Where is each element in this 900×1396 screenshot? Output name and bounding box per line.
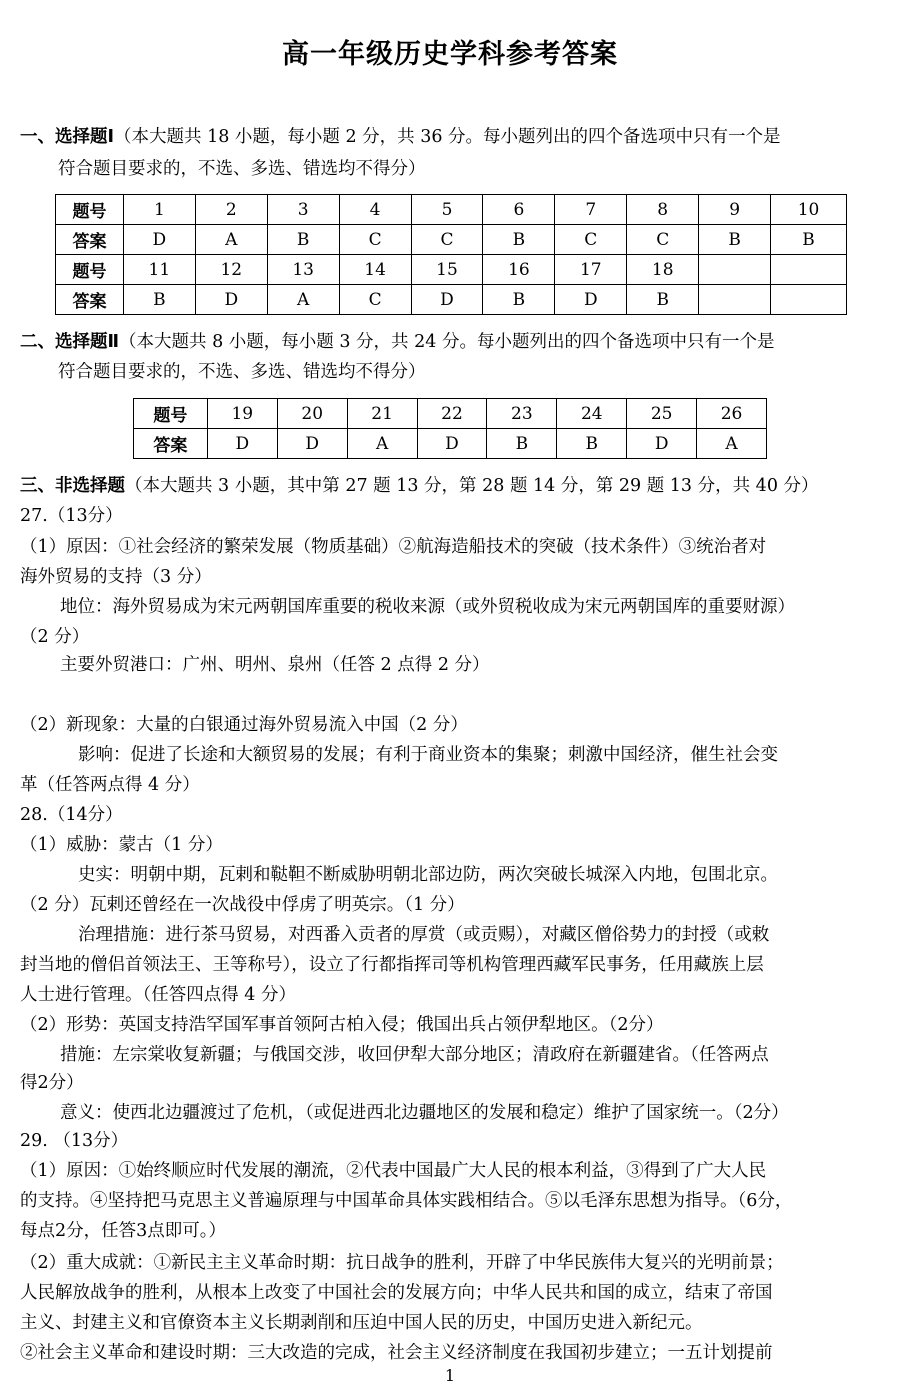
answer-label: 答案 xyxy=(56,285,124,315)
answer-cell: C xyxy=(339,225,411,255)
answer-cell: D xyxy=(627,429,697,459)
question-number: 12 xyxy=(195,255,267,285)
answer-line: 人士进行管理。（任答四点得 4 分） xyxy=(20,985,297,1005)
question-label: 题号 xyxy=(56,255,124,285)
question-number: 19 xyxy=(207,399,277,429)
answer-cell: A xyxy=(347,429,417,459)
question-label: 题号 xyxy=(134,399,208,429)
answer-line: 意义：使西北边疆渡过了危机，（或促进西北边疆地区的发展和稳定）维护了国家统一。（2分） xyxy=(60,1103,789,1123)
answer-cell: B xyxy=(627,285,699,315)
answer-label: 答案 xyxy=(134,429,208,459)
question-number: 26 xyxy=(697,399,767,429)
answer-cell: B xyxy=(771,225,847,255)
answer-cell: C xyxy=(411,225,483,255)
question-label: 题号 xyxy=(56,195,124,225)
question-number: 7 xyxy=(555,195,627,225)
question-number: 11 xyxy=(123,255,195,285)
answer-label: 答案 xyxy=(56,225,124,255)
answer-line: 海外贸易的支持（3 分） xyxy=(20,567,212,587)
answer-cell: B xyxy=(483,285,555,315)
answer-line: 主要外贸港口：广州、明州、泉州（任答 2 点得 2 分） xyxy=(60,655,490,675)
empty-cell xyxy=(771,255,847,285)
answer-line: 主义、封建主义和官僚资本主义长期剥削和压迫中国人民的历史，中国历史进入新纪元。 xyxy=(20,1313,703,1333)
answer-line: 措施：左宗棠收复新疆；与俄国交涉，收回伊犁大部分地区；清政府在新疆建省。（任答两点 xyxy=(60,1045,769,1065)
question-number: 22 xyxy=(417,399,487,429)
table-row xyxy=(134,399,767,429)
answer-line: （2 分） xyxy=(20,627,90,647)
answer-cell: B xyxy=(123,285,195,315)
section1-answer-table xyxy=(55,194,847,315)
question-29-heading: 29. （13分） xyxy=(20,1131,129,1151)
answer-cell: D xyxy=(207,429,277,459)
question-number: 18 xyxy=(627,255,699,285)
section1-desc2: 符合题目要求的，不选、多选、错选均不得分） xyxy=(58,159,426,179)
question-number: 24 xyxy=(557,399,627,429)
answer-line: （1）威胁：蒙古（1 分） xyxy=(20,835,223,855)
section2-desc2: 符合题目要求的，不选、多选、错选均不得分） xyxy=(58,362,426,382)
empty-cell xyxy=(699,285,771,315)
answer-line: 革（任答两点得 4 分） xyxy=(20,775,200,795)
answer-line: ②社会主义革命和建设时期：三大改造的完成，社会主义经济制度在我国初步建立；一五计划提前 xyxy=(20,1343,773,1363)
answer-line: （2 分）瓦剌还曾经在一次战役中俘虏了明英宗。（1 分） xyxy=(20,895,465,915)
section2-answer-table xyxy=(133,398,767,459)
answer-cell: D xyxy=(277,429,347,459)
empty-cell xyxy=(771,285,847,315)
answer-line: 封当地的僧侣首领法王、王等称号），设立了行都指挥司等机构管理西藏军民事务，任用藏族上层 xyxy=(20,955,764,975)
section2-head: 二、选择题Ⅱ xyxy=(20,332,120,352)
question-number: 13 xyxy=(267,255,339,285)
question-number: 2 xyxy=(195,195,267,225)
section1-desc1: （本大题共 18 小题，每小题 2 分，共 36 分。每小题列出的四个备选项中只有一个是 xyxy=(114,127,781,147)
answer-cell: B xyxy=(483,225,555,255)
question-number: 21 xyxy=(347,399,417,429)
question-number: 23 xyxy=(487,399,557,429)
question-number: 8 xyxy=(627,195,699,225)
answer-line: 影响：促进了长途和大额贸易的发展；有利于商业资本的集聚；刺激中国经济，催生社会变 xyxy=(78,745,778,765)
page-number: 1 xyxy=(444,1366,456,1385)
table-row xyxy=(56,225,847,255)
answer-cell: B xyxy=(487,429,557,459)
table-row xyxy=(56,285,847,315)
question-number: 14 xyxy=(339,255,411,285)
question-number: 4 xyxy=(339,195,411,225)
answer-line: （1）原因：①始终顺应时代发展的潮流，②代表中国最广大人民的根本利益，③得到了广大人民 xyxy=(20,1161,767,1181)
question-number: 16 xyxy=(483,255,555,285)
table-row xyxy=(56,195,847,225)
question-27-heading: 27.（13分） xyxy=(20,506,123,526)
answer-cell: D xyxy=(411,285,483,315)
answer-cell: B xyxy=(699,225,771,255)
answer-line: （1）原因：①社会经济的繁荣发展（物质基础）②航海造船技术的突破（技术条件）③统治者对 xyxy=(20,537,767,557)
question-number: 5 xyxy=(411,195,483,225)
answer-cell: B xyxy=(557,429,627,459)
section1-heading-line xyxy=(20,122,884,152)
section3-heading-line xyxy=(20,471,884,501)
answer-cell: D xyxy=(123,225,195,255)
answer-line: （2）新现象：大量的白银通过海外贸易流入中国（2 分） xyxy=(20,715,468,735)
question-number: 25 xyxy=(627,399,697,429)
question-number: 15 xyxy=(411,255,483,285)
answer-cell: A xyxy=(267,285,339,315)
table-row xyxy=(56,255,847,285)
answer-line: （2）重大成就：①新民主主义革命时期：抗日战争的胜利，开辟了中华民族伟大复兴的光明前景； xyxy=(20,1253,784,1273)
section1-head: 一、选择题Ⅰ xyxy=(20,127,115,147)
section3-desc: （本大题共 3 小题，其中第 27 题 13 分，第 28 题 14 分，第 29 题 13 分，共 40 分） xyxy=(125,476,819,496)
answer-cell: A xyxy=(195,225,267,255)
question-number: 17 xyxy=(555,255,627,285)
answer-line: （2）形势：英国支持浩罕国军事首领阿古柏入侵；俄国出兵占领伊犁地区。（2分） xyxy=(20,1015,664,1035)
answer-line: 史实：明朝中期，瓦剌和鞑靼不断威胁明朝北部边防，两次突破长城深入内地，包围北京。 xyxy=(78,865,778,885)
answer-line: 治理措施：进行茶马贸易，对西番入贡者的厚赏（或贡赐），对藏区僧俗势力的封授（或敕 xyxy=(78,925,770,945)
answer-cell: D xyxy=(555,285,627,315)
answer-cell: D xyxy=(417,429,487,459)
answer-cell: C xyxy=(555,225,627,255)
question-28-heading: 28.（14分） xyxy=(20,805,123,825)
answer-cell: C xyxy=(627,225,699,255)
question-number: 9 xyxy=(699,195,771,225)
question-number: 20 xyxy=(277,399,347,429)
answer-line: 的支持。④坚持把马克思主义普遍原理与中国革命具体实践相结合。⑤以毛泽东思想为指导。（6分， xyxy=(20,1191,793,1211)
answer-cell: C xyxy=(339,285,411,315)
section3-head: 三、非选择题 xyxy=(20,476,125,496)
section2-desc1: （本大题共 8 小题，每小题 3 分，共 24 分。每小题列出的四个备选项中只有一个是 xyxy=(119,332,775,352)
page-title: 高一年级历史学科参考答案 xyxy=(282,39,618,70)
answer-cell: B xyxy=(267,225,339,255)
question-number: 10 xyxy=(771,195,847,225)
question-number: 3 xyxy=(267,195,339,225)
answer-line: 人民解放战争的胜利，从根本上改变了中国社会的发展方向；中华人民共和国的成立，结束了帝国 xyxy=(20,1283,773,1303)
answer-line: 地位：海外贸易成为宋元两朝国库重要的税收来源（或外贸税收成为宋元两朝国库的重要财源） xyxy=(60,597,795,617)
answer-cell: A xyxy=(697,429,767,459)
answer-line: 每点2分，任答3点即可。） xyxy=(20,1221,227,1241)
answer-cell: D xyxy=(195,285,267,315)
table-row xyxy=(134,429,767,459)
empty-cell xyxy=(699,255,771,285)
question-number: 1 xyxy=(123,195,195,225)
section2-heading-line xyxy=(20,327,884,357)
question-number: 6 xyxy=(483,195,555,225)
answer-line: 得2分） xyxy=(20,1073,84,1093)
